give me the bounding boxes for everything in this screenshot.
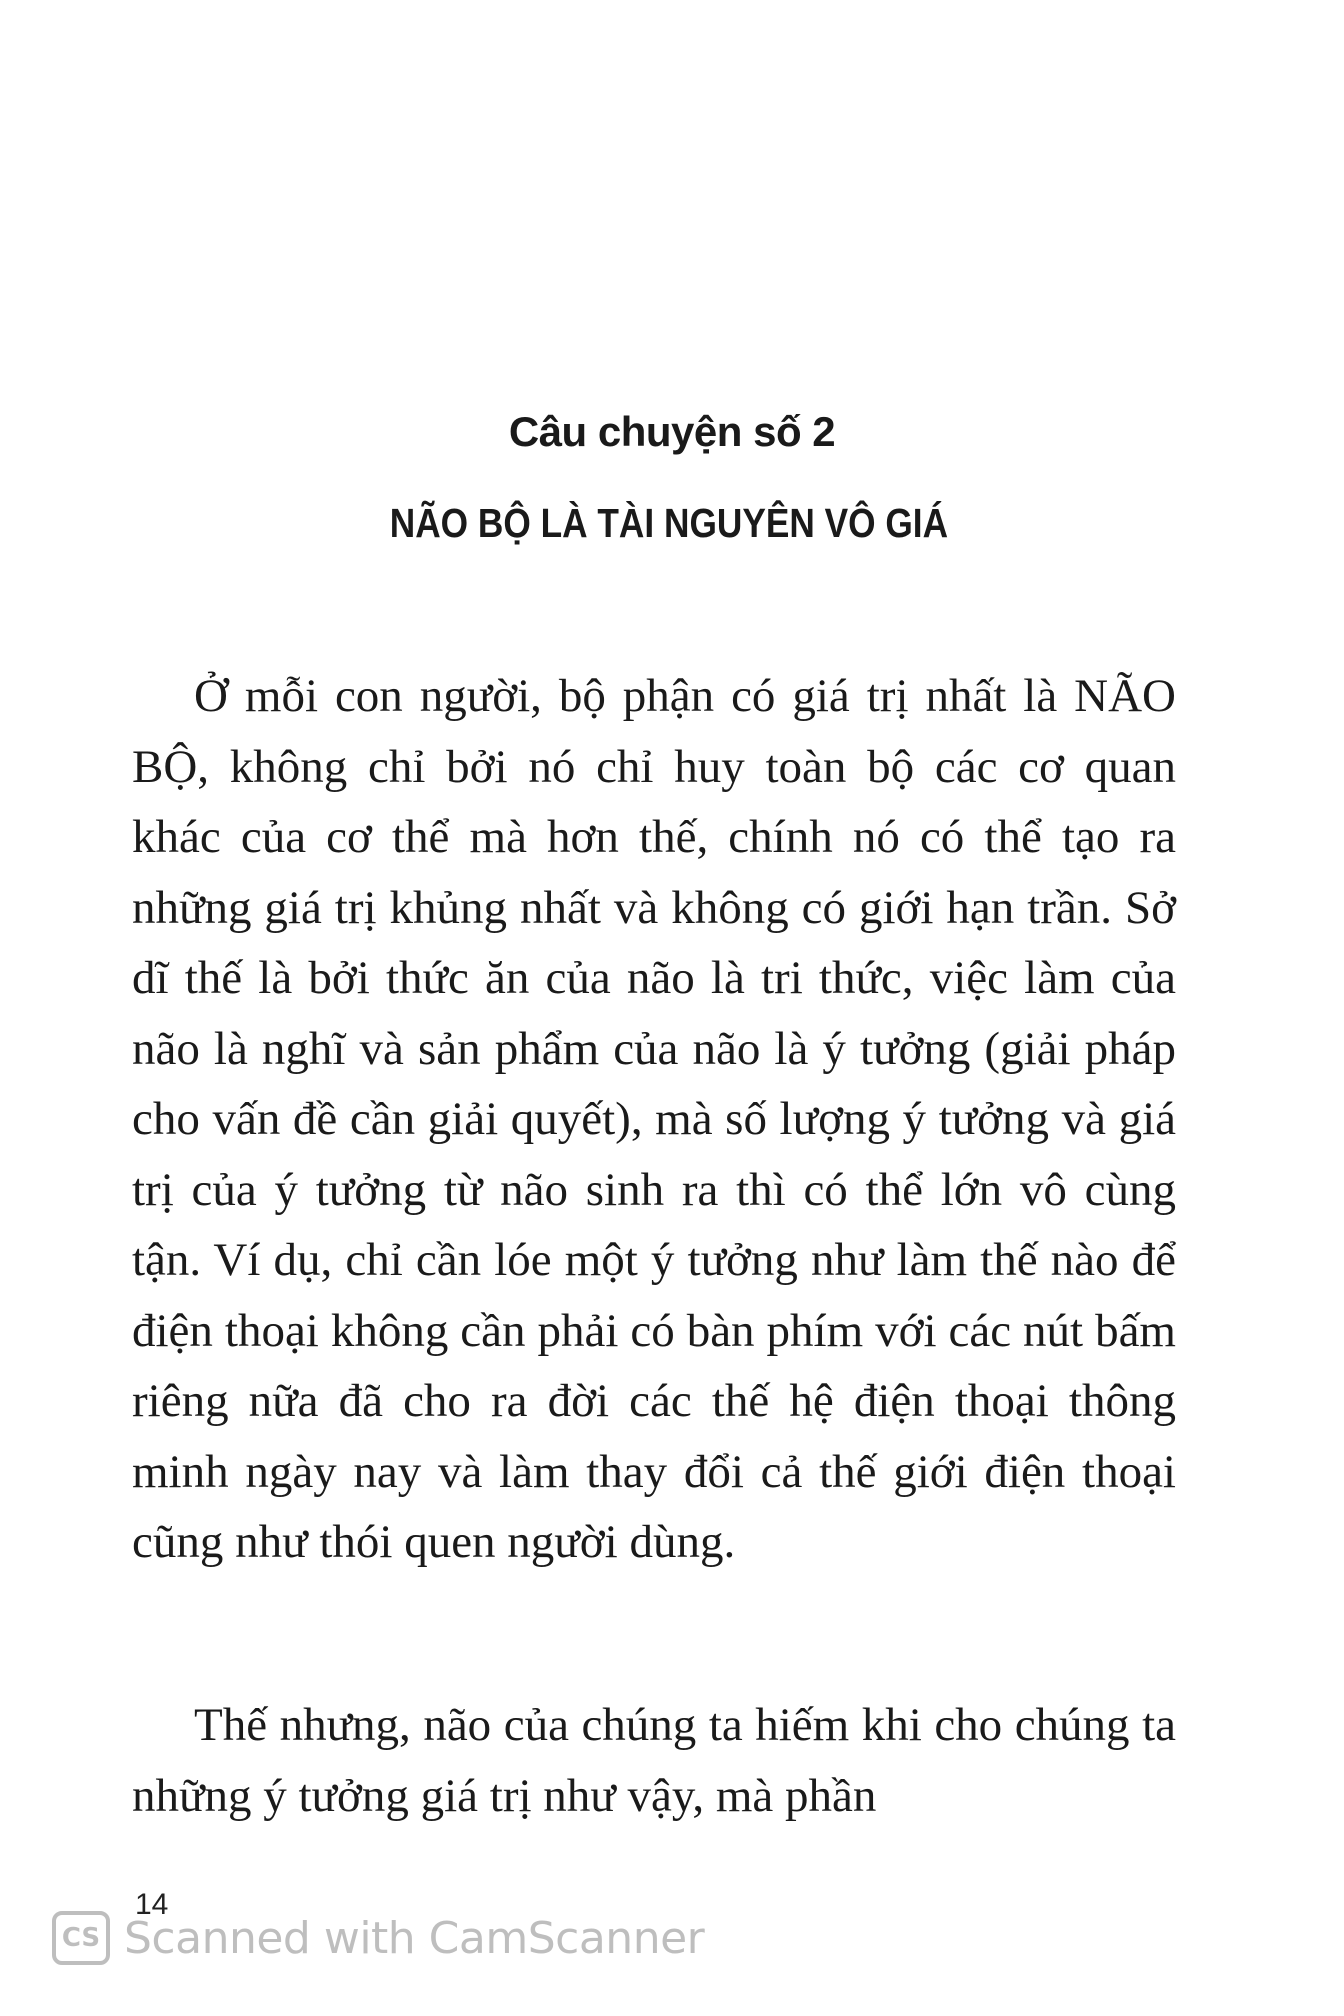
body-paragraph-1: Ở mỗi con người, bộ phận có giá trị nhất là NÃO BỘ, không chỉ bởi nó chỉ huy toàn bộ các cơ quan khác của cơ thể mà hơn thế, chính nó có thể tạo ra những giá trị khủng nhất và không có giới hạn trần. Sở dĩ thế là bởi thức ăn của não là tri thức, việc làm của não là nghĩ và sản phẩm của não là ý tưởng (giải pháp cho vấn đề cần giải quyết), mà số lượng ý tưởng và giá trị của ý tưởng từ não sinh ra thì có thể lớn vô cùng tận. Ví dụ, chỉ cần lóe một ý tưởng như làm thế nào để điện thoại không cần phải có bàn phím với các nút bấm riêng nữa đã cho ra đời các thế hệ điện thoại thông minh ngày nay và làm thay đổi cả thế giới điện thoại cũng như thói quen người dùng. [132, 670, 1176, 1568]
body-paragraph-2: Thế nhưng, não của chúng ta hiếm khi cho chúng ta những ý tưởng giá trị như vậy, mà phần [132, 1699, 1176, 1822]
camscanner-watermark [52, 1906, 704, 1970]
story-number-heading: Câu chuyện số 2 [508, 408, 836, 455]
camscanner-logo-icon: CS [52, 1911, 110, 1965]
watermark-text: Scanned with CamScanner [124, 1912, 705, 1964]
page-number: 14 [135, 1888, 169, 1921]
story-title: NÃO BỘ LÀ TÀI NGUYÊN VÔ GIÁ [389, 500, 949, 546]
